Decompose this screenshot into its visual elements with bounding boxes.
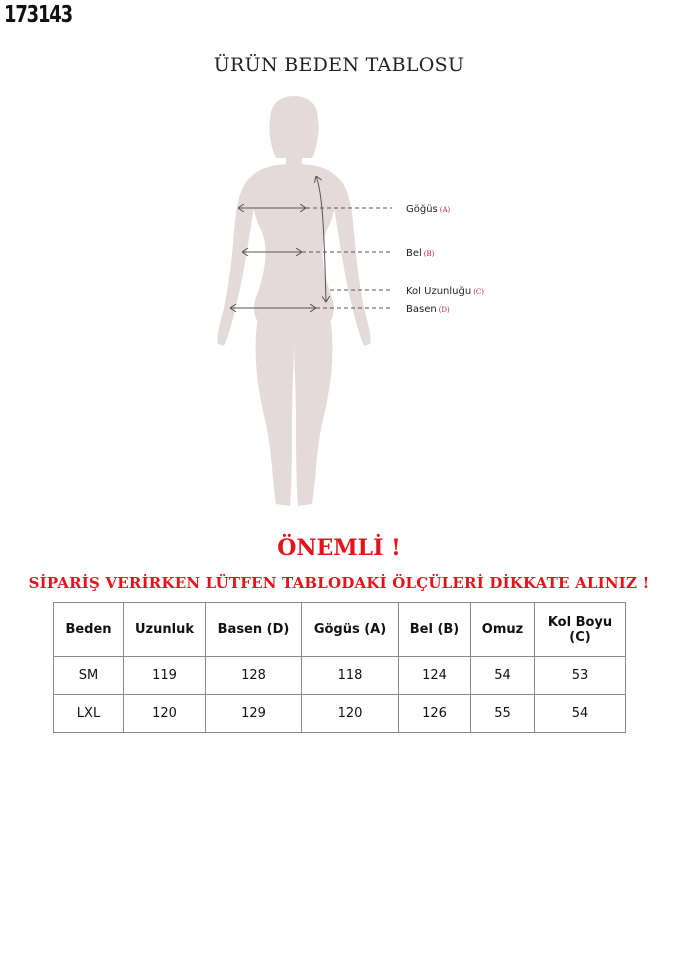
column-header: Beden <box>54 603 124 657</box>
column-header: Basen (D) <box>206 603 302 657</box>
female-silhouette <box>217 96 370 506</box>
column-header: Uzunluk <box>124 603 206 657</box>
important-heading: ÖNEMLİ ! <box>277 535 401 561</box>
table-cell: 129 <box>206 695 302 733</box>
label-bel: Bel (B) <box>406 248 435 259</box>
label-basen: Basen (D) <box>406 304 450 315</box>
column-header: Omuz <box>471 603 535 657</box>
column-header: Gögüs (A) <box>302 603 399 657</box>
table-cell: 118 <box>302 657 399 695</box>
body-silhouette-illustration <box>190 92 520 512</box>
table-cell: 128 <box>206 657 302 695</box>
table-cell: 54 <box>471 657 535 695</box>
table-cell: 54 <box>535 695 626 733</box>
label-kol-uzunlugu: Kol Uzunluğu (C) <box>406 286 485 297</box>
table-cell: 120 <box>124 695 206 733</box>
column-header: Bel (B) <box>399 603 471 657</box>
page-title: ÜRÜN BEDEN TABLOSU <box>213 54 465 76</box>
table-cell: LXL <box>54 695 124 733</box>
body-measurement-diagram <box>190 92 520 512</box>
label-gogus: Göğüs (A) <box>406 204 451 215</box>
order-notice: SİPARİŞ VERİRKEN LÜTFEN TABLODAKİ ÖLÇÜLERİ DİKKATE ALINIZ ! <box>28 574 650 592</box>
table-cell: 126 <box>399 695 471 733</box>
table-cell: 124 <box>399 657 471 695</box>
size-table <box>53 602 626 733</box>
column-header: Kol Boyu (C) <box>535 603 626 657</box>
table-cell: 55 <box>471 695 535 733</box>
table-cell: 120 <box>302 695 399 733</box>
table-cell: SM <box>54 657 124 695</box>
table-header-row <box>54 603 626 657</box>
table-row <box>54 657 626 695</box>
table-cell: 119 <box>124 657 206 695</box>
table-cell: 53 <box>535 657 626 695</box>
table-row <box>54 695 626 733</box>
product-code: 173143 <box>4 2 72 28</box>
